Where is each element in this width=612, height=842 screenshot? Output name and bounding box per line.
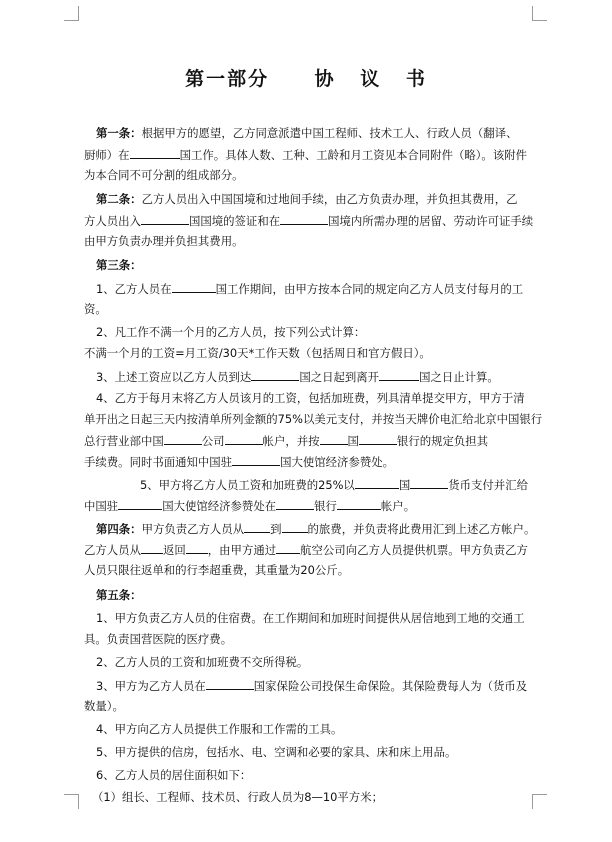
article-5-item-6: 6、乙方人员的居住面积如下：	[96, 768, 252, 782]
article-5-item-5: 5、甲方提供的信房，包括水、电、空调和必要的家具、床和床上用品。	[96, 745, 457, 759]
article-3-item-4-line-4: 手续费。同时书面通知中国驻 国大使馆经济参赞处。	[84, 455, 395, 469]
article-5-item-2: 2、乙方人员的工资和加班费不交所得税。	[96, 655, 309, 669]
article-3-heading: 第三条：	[96, 258, 142, 272]
article-4-line-3: 人员只限往返单和的行李超重费，其重量为20公斤。	[84, 563, 350, 577]
article-4-line-1: 第四条：甲方负责乙方人员从 到 的旅费，并负责将此费用汇到上述乙方帐户。	[96, 522, 536, 536]
article-5-item-1-line-1: 1、甲方负责乙方人员的住宿费。在工作期间和加班时间提供从居信地到工地的交通工	[96, 611, 525, 625]
corner-mark-bottom-right	[532, 794, 547, 809]
article-3-item-4-line-1: 4、乙方于每月末将乙方人员该月的工资，包括加班费，列具清单提交甲方，甲方于清	[96, 391, 525, 405]
article-1-line-1: 第一条：根据甲方的愿望，乙方同意派遣中国工程师、技术工人、行政人员（翻译、	[96, 126, 518, 140]
article-5-item-6-sub-1: （1）组长、工程师、技术员、行政人员为8—10平方米；	[92, 790, 383, 804]
article-3-item-4-line-3: 总行营业部中国 公司 帐户，并按 国 银行的规定负担其	[84, 434, 489, 448]
article-3-item-1-line-1: 1、乙方人员在 国工作期间，由甲方按本合同的规定向乙方人员支付每月的工	[96, 282, 524, 296]
article-5-item-1-line-2: 具。负责国营医院的医疗费。	[84, 632, 233, 646]
article-1-line-2: 厨师）在 国工作。具体人数、工种、工龄和月工资见本合同附件（略）。该附件	[84, 148, 527, 162]
article-3-item-3: 3、上述工资应以乙方人员到达 国之日起到离开 国之日止计算。	[96, 370, 499, 384]
article-3-item-1-line-2: 资。	[84, 302, 107, 316]
article-5-item-3-line-1: 3、甲方为乙方人员在 国家保险公司投保生命保险。其保险费每人为（货币及	[96, 679, 528, 693]
article-3-item-4-line-2: 单开出之日起三天内按清单所列金额的75%以美元支付，并按当天牌价电汇给北京中国银行	[84, 412, 543, 426]
article-3-item-5-line-2: 中国驻 国大使馆经济参赞处在 银行 帐户。	[84, 499, 416, 513]
article-1-line-3: 为本合同不可分割的组成部分。	[84, 168, 244, 182]
article-5-heading: 第五条：	[96, 588, 142, 602]
article-5-item-3-line-2: 数量）。	[84, 699, 124, 713]
corner-mark-bottom-left	[64, 794, 79, 809]
article-3-formula: 不满一个月的工资=月工资/30天*工作天数（包括周日和官方假日）。	[84, 346, 431, 360]
article-3-item-5-line-1: 5、甲方将乙方人员工资和加班费的25%以 国 货币支付并汇给	[140, 478, 528, 492]
article-2-line-1: 第二条：乙方人员出入中国国境和过地间手续，由乙方负责办理，并负担其费用，乙	[96, 192, 518, 206]
page-title: 第一部分 协 议 书	[185, 68, 427, 90]
article-2-line-2: 方人员出入 国国境的签证和在 国境内所需办理的居留、劳动许可证手续	[84, 214, 534, 228]
corner-mark-top-right	[532, 6, 547, 21]
article-2-line-3: 由甲方负责办理并负担其费用。	[84, 234, 244, 248]
corner-mark-top-left	[64, 6, 79, 21]
article-3-item-2: 2、凡工作不满一个月的乙方人员，按下列公式计算：	[96, 325, 366, 339]
article-5-item-4: 4、甲方向乙方人员提供工作服和工作需的工具。	[96, 722, 343, 736]
article-4-line-2: 乙方人员从 返回 ，由甲方通过 航空公司向乙方人员提供机票。甲方负责乙方	[84, 543, 528, 557]
